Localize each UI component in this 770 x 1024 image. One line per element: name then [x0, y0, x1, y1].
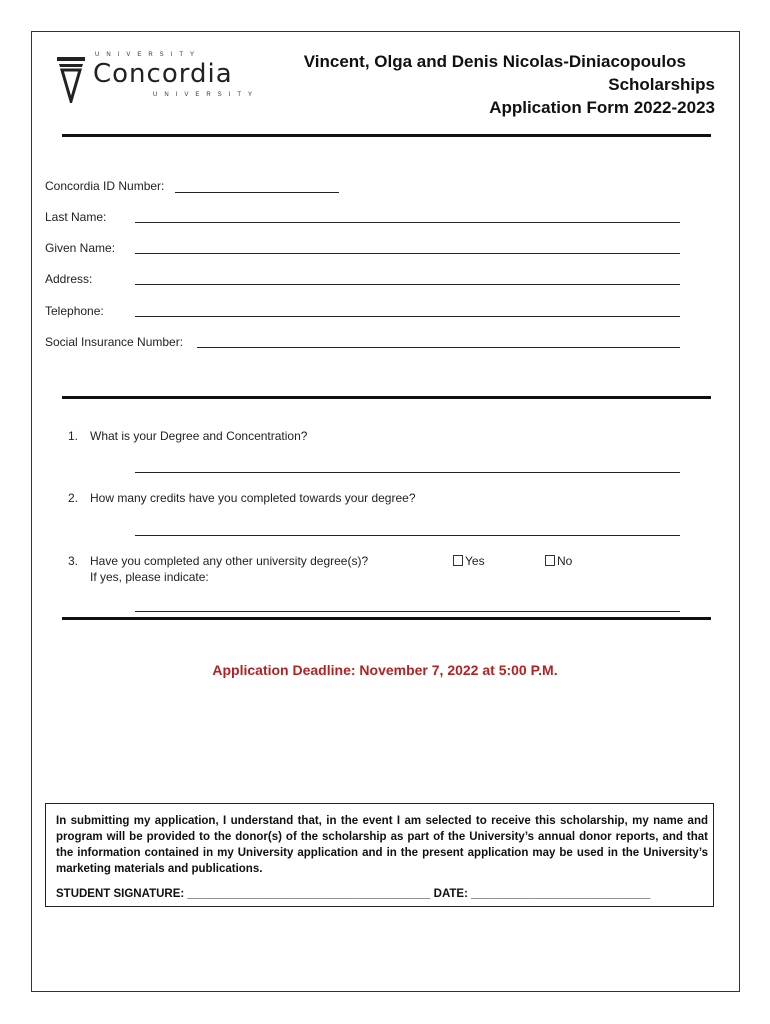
title-line-3: Application Form 2022-2023	[489, 98, 715, 117]
application-deadline: Application Deadline: November 7, 2022 at 5:00 P.M.	[212, 662, 558, 678]
header-rule	[62, 134, 711, 137]
question-3-number: 3.	[68, 554, 79, 568]
sin-field[interactable]	[197, 347, 680, 348]
signature-field[interactable]: ______________________________________	[187, 888, 431, 900]
questions-rule	[62, 617, 711, 620]
concordia-logo	[55, 52, 260, 104]
address-field[interactable]	[135, 284, 680, 285]
logo-wordmark: Concordia	[93, 59, 233, 89]
question-3-subtext: If yes, please indicate:	[90, 570, 209, 584]
title-line-2: Scholarships	[608, 75, 715, 94]
logo-top-text: UNIVERSITY	[95, 52, 202, 58]
concordia-id-label: Concordia ID Number:	[45, 179, 165, 193]
signature-row	[56, 888, 650, 900]
question-3-text: Have you completed any other university degree(s)?	[90, 554, 369, 568]
no-label: No	[557, 554, 573, 568]
no-checkbox[interactable]	[545, 555, 555, 566]
consent-text: In submitting my application, I understand that, in the event I am selected to receive this scholarship, my name and program will be provided to the donor(s) of the scholarship as part of the University’s annual donor reports, and that the information contained in my University application and in the present application may be used in the University’s marketing materials and publications.	[56, 815, 708, 875]
degree-field[interactable]	[135, 472, 680, 473]
shield-icon	[55, 55, 87, 103]
yes-checkbox[interactable]	[453, 555, 463, 566]
given-name-label: Given Name:	[45, 241, 116, 255]
credits-field[interactable]	[135, 535, 680, 536]
title-line-1: Vincent, Olga and Denis Nicolas-Diniacopoulos	[303, 52, 686, 71]
last-name-label: Last Name:	[45, 210, 107, 224]
concordia-id-field[interactable]	[175, 192, 339, 193]
other-degree-field[interactable]	[135, 611, 680, 612]
consent-box	[45, 803, 714, 907]
question-1-text: What is your Degree and Concentration?	[90, 429, 308, 443]
address-label: Address:	[45, 272, 93, 286]
logo-bottom-text: UNIVERSITY	[153, 92, 260, 98]
given-name-field[interactable]	[135, 253, 680, 254]
sin-label: Social Insurance Number:	[45, 335, 184, 349]
telephone-field[interactable]	[135, 316, 680, 317]
telephone-label: Telephone:	[45, 304, 104, 318]
question-1-number: 1.	[68, 429, 79, 443]
signature-label: STUDENT SIGNATURE:	[56, 888, 185, 900]
date-label: DATE:	[433, 888, 468, 900]
date-field[interactable]: ____________________________	[471, 888, 651, 900]
question-2-number: 2.	[68, 491, 79, 505]
section-rule	[62, 396, 711, 399]
no-option[interactable]	[545, 554, 572, 568]
question-2-text: How many credits have you completed towards your degree?	[90, 491, 416, 505]
last-name-field[interactable]	[135, 222, 680, 223]
yes-label: Yes	[465, 554, 485, 568]
yes-option[interactable]	[453, 554, 485, 568]
